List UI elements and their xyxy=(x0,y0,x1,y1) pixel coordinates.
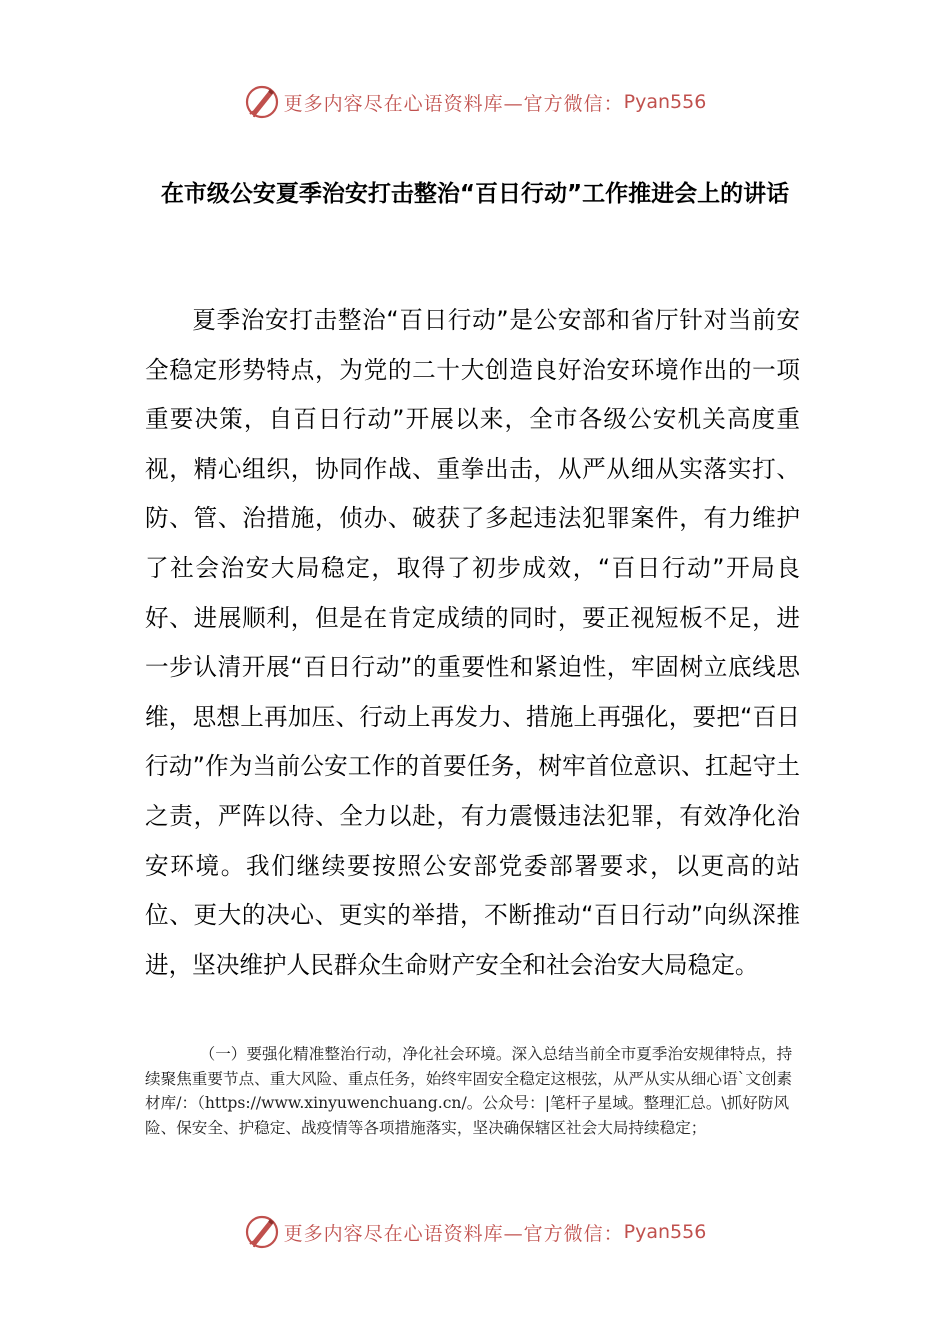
wechat-id: Pyan556 xyxy=(623,1221,707,1243)
pen-logo-icon xyxy=(244,1214,280,1250)
wechat-id: Pyan556 xyxy=(623,91,707,113)
body-paragraph: 夏季治安打击整治“百日行动”是公安部和省厅针对当前安全稳定形势特点，为党的二十大创造良好治安环境作出的一项重要决策，自百日行动”开展以来，全市各级公安机关高度重视，精心组织，协同作战、重拳出击，从严从细从实落实打、防、管、治措施，侦办、破获了多起违法犯罪案件，有力维护了社会治安大局稳定，取得了初步成效，“百日行动”开局良好、进展顺利，但是在肯定成绩的同时，要正视短板不足，进一步认清开展“百日行动”的重要性和紧迫性，牢固树立底线思维，思想上再加压、行动上再发力、措施上再强化，要把“百日行动”作为当前公安工作的首要任务，树牢首位意识、扛起守土之责，严阵以待、全力以赴，有力震慑违法犯罪，有效净化治安环境。我们继续要按照公安部党委部署要求，以更高的站位、更大的决心、更实的举措，不断推动“百日行动”向纵深推进，坚决维护人民群众生命财产安全和社会治安大局稳定。 xyxy=(145,306,800,979)
header-banner xyxy=(0,80,950,124)
banner-text: 更多内容尽在心语资料库—官方微信： xyxy=(283,1222,624,1245)
pen-logo-icon xyxy=(244,84,280,120)
document-title: 在市级公安夏季治安打击整治“百日行动”工作推进会上的讲话 xyxy=(160,181,790,207)
footer-banner xyxy=(0,1210,950,1254)
banner-text: 更多内容尽在心语资料库—官方微信： xyxy=(283,92,624,115)
sub-paragraph: （一）要强化精准整治行动，净化社会环境。深入总结当前全市夏季治安规律特点，持续聚焦重要节点、重大风险、重点任务，始终牢固安全稳定这根弦，从严从实从细心语`文创素材库/：（https://www.xinyuwenchuang.cn/。公众号：|笔杆子星域。整理汇总。\抓好防风险、保安全、护稳定、战疫情等各项措施落实，坚决确保辖区社会大局持续稳定； xyxy=(145,1045,793,1137)
